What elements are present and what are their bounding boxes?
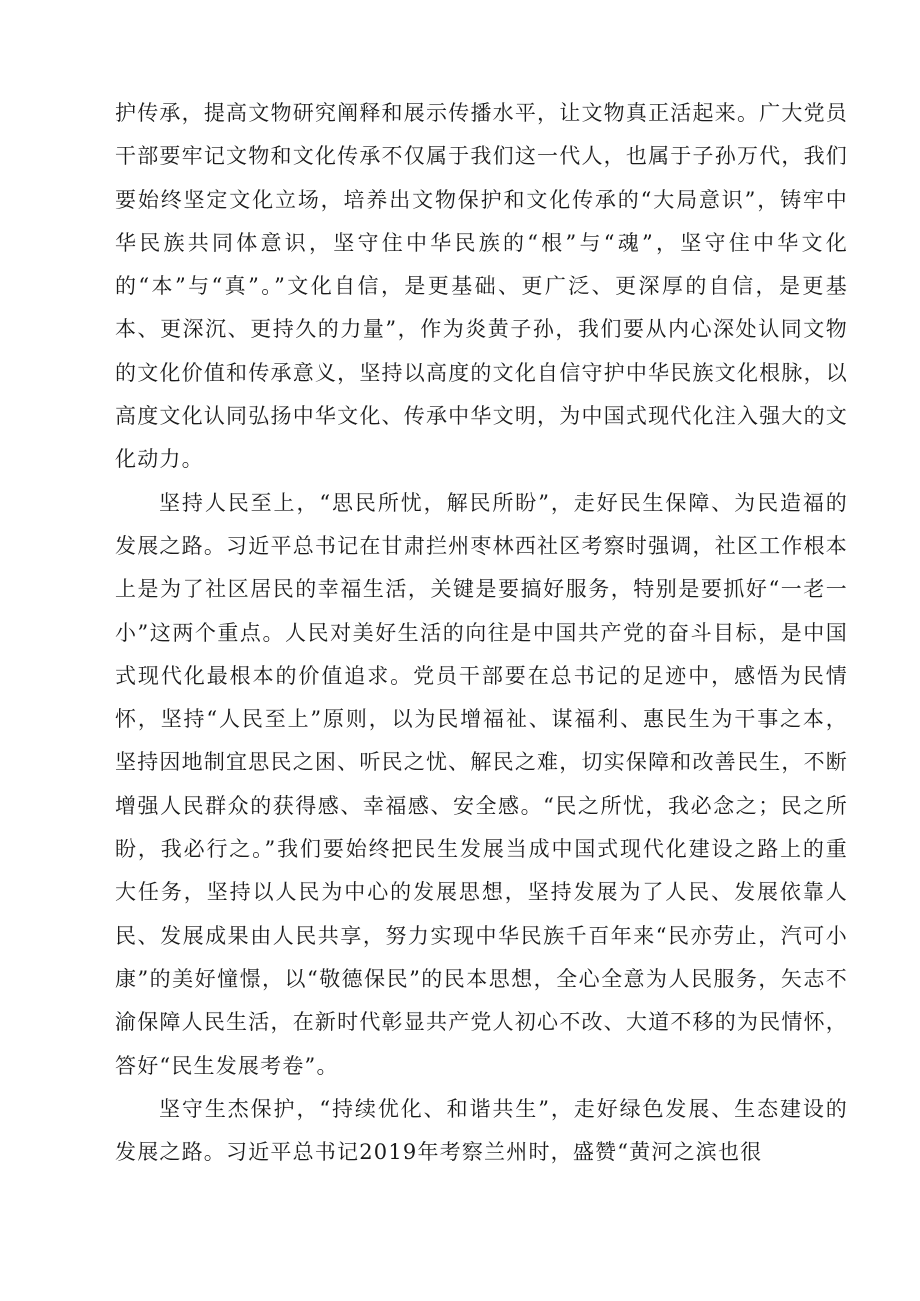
paragraph-1: 护传承，提高文物研究阐释和展示传播水平，让文物真正活起来。广大党员干部要牢记文物和文化传承不仅属于我们这一代人，也属于子孙万代，我们要始终坚定文化立场，培养出文物保护和文化传承的“大局意识”，铸牢中华民族共同体意识，坚守住中华民族的“根”与“魂”，坚守住中华文化的“本”与“真”。”文化自信，是更基础、更广泛、更深厚的自信，是更基本、更深沉、更持久的力量”，作为炎黄子孙，我们要从内心深处认同文物的文化价值和传承意义，坚持以高度的文化自信守护中华民族文化根脉，以高度文化认同弘扬中华文化、传承中华文明，为中国式现代化注入强大的文化动力。 xyxy=(115,101,848,472)
paragraph-3: 坚守生杰保护，“持续优化、和谐共生”，走好绿色发展、生态建设的发展之路。习近平总书记2019年考察兰州时，盛赞“黄河之滨也很 xyxy=(115,1096,848,1165)
paragraph-2: 坚持人民至上，“思民所忧，解民所盼”，走好民生保障、为民造福的发展之路。习近平总书记在甘肃拦州枣林西社区考察时强调，社区工作根本上是为了社区居民的幸福生活，关键是要搞好服务，特别是要抓好“一老一小”这两个重点。人民对美好生活的向往是中国共产党的奋斗目标，是中国式现代化最根本的价值追求。党员干部要在总书记的足迹中，感悟为民情怀，坚持“人民至上”原则，以为民增福祉、谋福利、惠民生为干事之本，坚持因地制宜思民之困、听民之忧、解民之难，切实保障和改善民生，不断增强人民群众的获得感、幸福感、安全感。“民之所忧，我必念之；民之所盼，我必行之。”我们要始终把民生发展当成中国式现代化建设之路上的重大任务，坚持以人民为中心的发展思想，坚持发展为了人民、发展依靠人民、发展成果由人民共享，努力实现中华民族千百年来“民亦劳止，汽可小康”的美好憧憬，以“敬德保民”的民本思想，全心全意为人民服务，矢志不渝保障人民生活，在新时代彰显共产党人初心不改、大道不移的为民情怀，答好“民生发展考卷”。 xyxy=(115,490,848,1078)
document-body xyxy=(115,92,848,1174)
